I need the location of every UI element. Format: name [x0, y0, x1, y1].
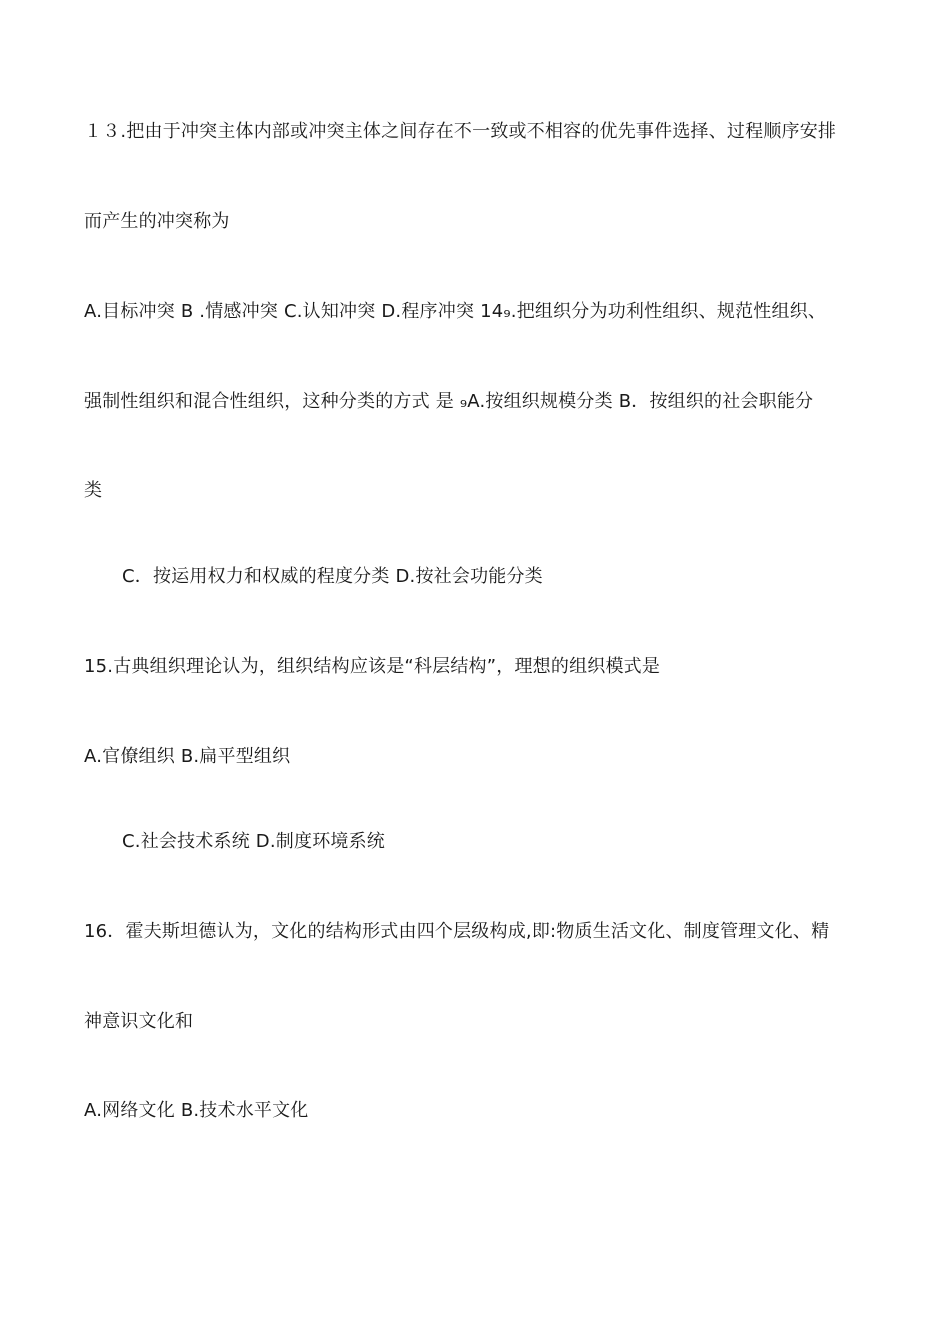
question-14-line-3: 类 [84, 480, 103, 501]
question-16-line-1: 16．霍夫斯坦德认为，文化的结构形式由四个层级构成,即:物质生活文化、制度管理文化、精 [84, 921, 830, 942]
question-15-options-ab: A.官僚组织 B.扁平型组织 [84, 746, 291, 767]
question-15-options-cd: C.社会技术系统 D.制度环境系统 [122, 831, 385, 852]
question-13-line-2: 而产生的冲突称为 [84, 211, 230, 232]
question-15-line: 15.古典组织理论认为，组织结构应该是“科层结构”，理想的组织模式是 [84, 656, 661, 677]
question-13-options-and-14-line-1: A.目标冲突 B .情感冲突 C.认知冲突 D.程序冲突 14₉.把组织分为功利性组织、规范性组织、 [84, 301, 827, 322]
question-16-line-2: 神意识文化和 [84, 1011, 194, 1032]
question-14-options: C．按运用权力和权威的程度分类 D.按社会功能分类 [122, 566, 543, 587]
question-16-options-ab: A.网络文化 B.技术水平文化 [84, 1100, 309, 1121]
question-13-line-1: １３.把由于冲突主体内部或冲突主体之间存在不一致或不相容的优先事件选择、过程顺序安排 [84, 121, 837, 142]
question-14-line-2: 强制性组织和混合性组织，这种分类的方式 是 ₉A.按组织规模分类 B．按组织的社会职能分 [84, 391, 814, 412]
